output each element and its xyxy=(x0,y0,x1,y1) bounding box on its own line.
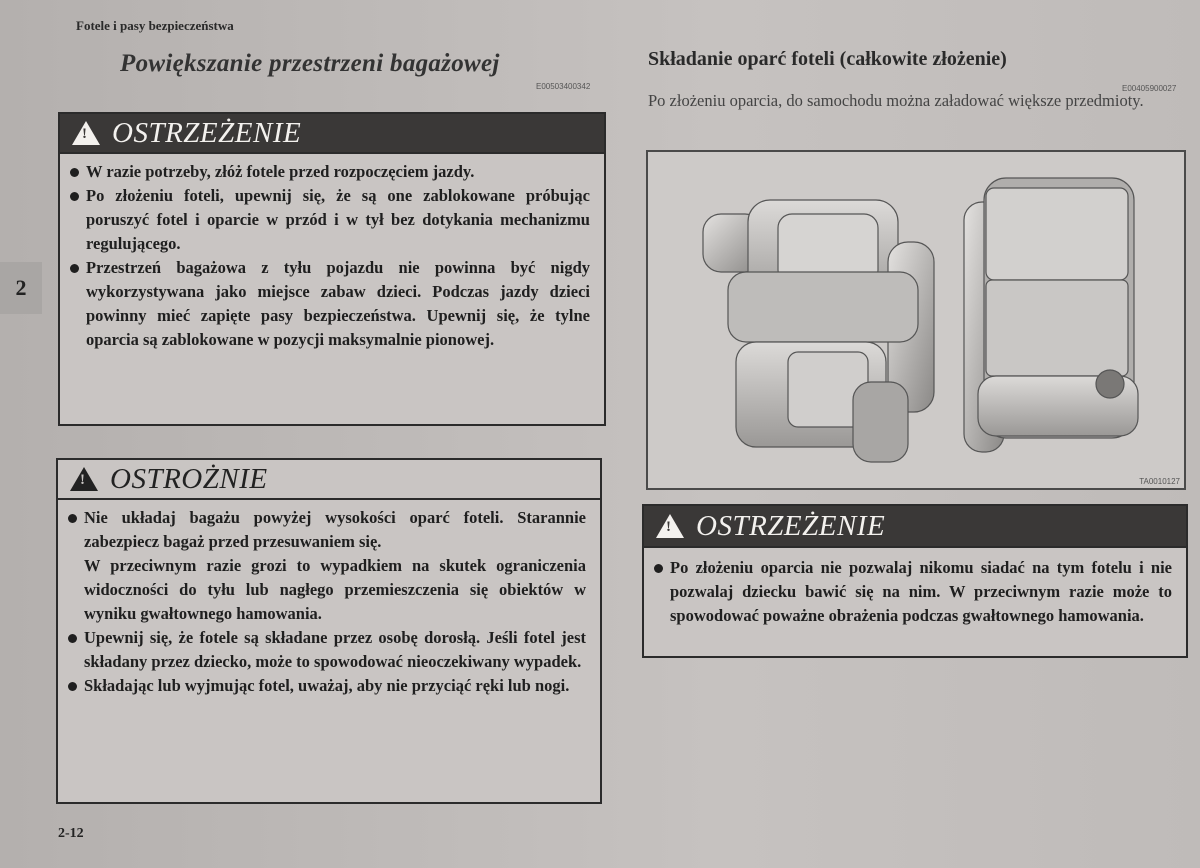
warning-box-left xyxy=(58,112,606,426)
chapter-tab: 2 xyxy=(0,262,42,314)
caution-item: Upewnij się, że fotele są składane przez osobę dorosłą. Jeśli fotel jest składany przez dziecko, może to spowodować nieoczekiwany wypadek. xyxy=(84,626,586,674)
warning-label: OSTRZEŻENIE xyxy=(112,116,302,149)
right-section-title: Składanie oparć foteli (całkowite złożenie) xyxy=(648,48,1007,70)
warning-header xyxy=(644,506,1186,548)
caution-body xyxy=(58,500,600,706)
left-section-code: E00503400342 xyxy=(536,82,591,91)
warning-item: W razie potrzeby, złóż fotele przed rozpoczęciem jazdy. xyxy=(86,160,590,184)
warning-body xyxy=(644,548,1186,636)
left-section-title: Powiększanie przestrzeni bagażowej xyxy=(120,50,500,77)
caution-header xyxy=(58,460,600,500)
warning-item: Po złożeniu oparcia nie pozwalaj nikomu siadać na tym fotelu i nie pozwalaj dziecku bawić się na nim. W przeciwnym razie może to spowodować poważne obrażenia podczas gwałtownego hamowania. xyxy=(670,556,1172,628)
caution-item-continuation: W przeciwnym razie grozi to wypadkiem na skutek ograniczenia widoczności do tyłu lub nagłego przemieszczenia się obiektów w wyniku gwałtownego hamowania. xyxy=(84,556,586,623)
seat-right xyxy=(964,178,1138,452)
warning-triangle-icon xyxy=(656,514,684,538)
warning-item: Przestrzeń bagażowa z tyłu pojazdu nie powinna być nigdy wykorzystywana jako miejsce zabaw dzieci. Podczas jazdy dzieci powinny mieć zapięte pasy bezpieczeństwa. Upewnij się, że tylne oparcia są zablokowane w pozycji maksymalnie pionowej. xyxy=(86,256,590,352)
warning-box-right xyxy=(642,504,1188,658)
figure-code: TA0010127 xyxy=(1139,477,1180,486)
seat-folding-figure xyxy=(646,150,1186,490)
caution-triangle-icon xyxy=(70,467,98,491)
seat-left xyxy=(703,200,934,462)
warning-body xyxy=(60,154,604,360)
folded-seats-illustration xyxy=(648,152,1184,488)
page-number: 2-12 xyxy=(58,826,84,841)
right-section-code: E00405900027 xyxy=(1122,84,1177,93)
warning-triangle-icon xyxy=(72,121,100,145)
caution-label: OSTROŻNIE xyxy=(110,462,268,495)
caution-box xyxy=(56,458,602,804)
warning-header xyxy=(60,114,604,154)
caution-item: Nie układaj bagażu powyżej wysokości oparć foteli. Starannie zabezpiecz bagaż przed przesuwaniem się. xyxy=(84,506,586,554)
warning-item: Po złożeniu foteli, upewnij się, że są one zablokowane próbując poruszyć fotel i oparcie w przód i w tył bez dotykania mechanizmu regulującego. xyxy=(86,184,590,256)
caution-item: Składając lub wyjmując fotel, uważaj, aby nie przyciąć ręki lub nogi. xyxy=(84,674,586,698)
section-header: Fotele i pasy bezpieczeństwa xyxy=(76,18,234,33)
warning-label: OSTRZEŻENIE xyxy=(696,509,886,542)
right-intro-text: Po złożeniu oparcia, do samochodu można załadować większe przedmioty. xyxy=(648,91,1144,110)
